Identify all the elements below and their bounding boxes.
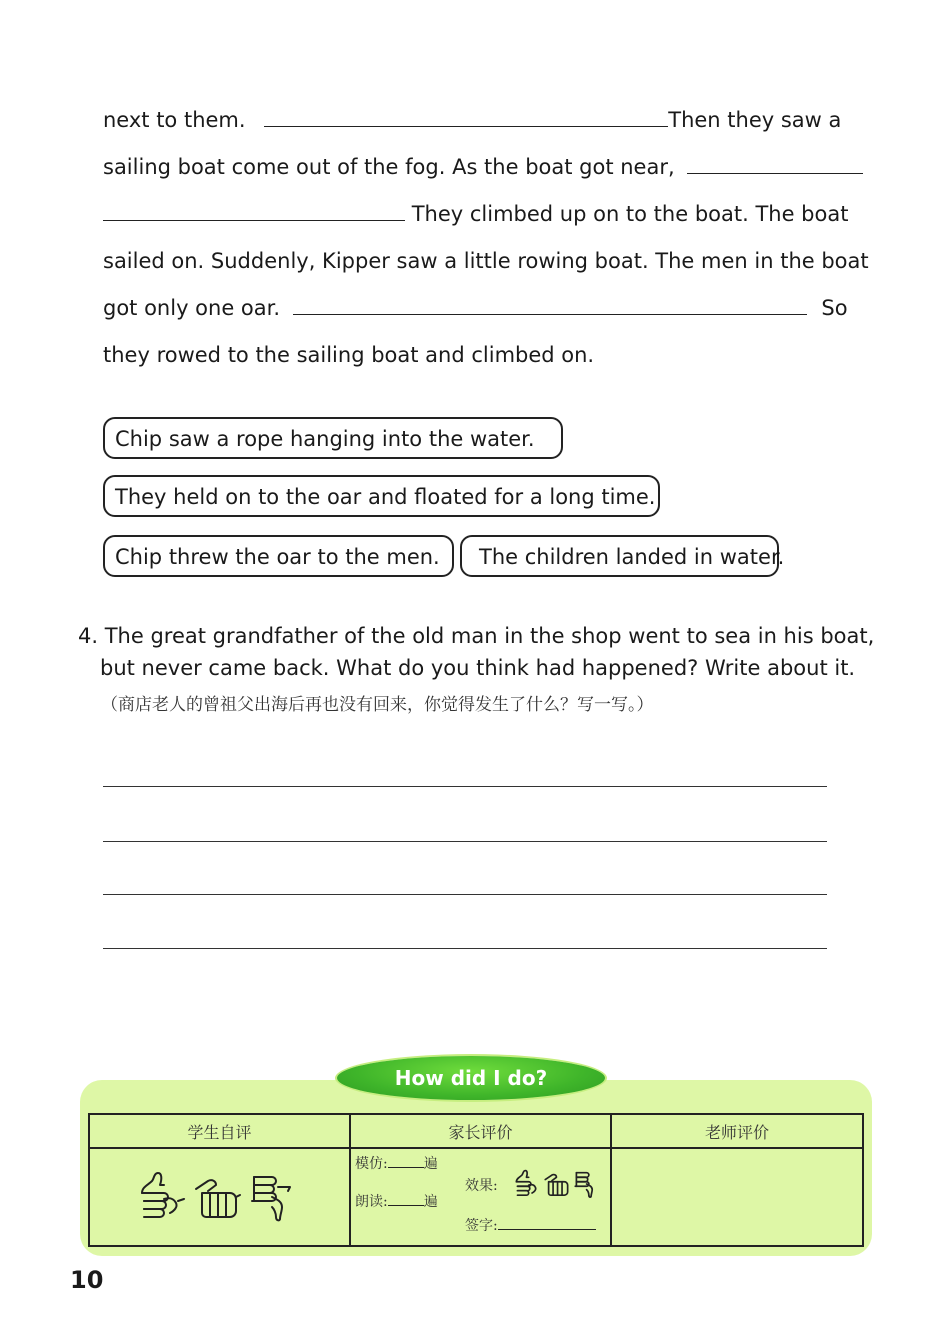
story-text: They climbed up on to the boat. The boat (411, 202, 849, 226)
times-unit: 遍 (423, 1194, 438, 1210)
teacher-eval-header: 老师评价 (611, 1114, 863, 1148)
story-text: next to them. (103, 108, 246, 132)
thumbs-down-icon[interactable] (248, 1171, 294, 1223)
story-text: got only one oar. (103, 296, 281, 320)
page-number: 10 (70, 1266, 104, 1294)
student-eval-header: 学生自评 (89, 1114, 350, 1148)
answer-blank[interactable] (687, 155, 863, 174)
times-unit: 遍 (423, 1156, 438, 1172)
read-label: 朗读: (355, 1194, 388, 1210)
story-line-2 (103, 155, 863, 179)
story-text: Then they saw a (668, 108, 842, 132)
writing-line[interactable] (103, 894, 827, 895)
read-count-blank[interactable] (388, 1193, 424, 1206)
question-4-chinese: （商店老人的曾祖父出海后再也没有回来，你觉得发生了什么？写一写。） (101, 695, 654, 715)
writing-line[interactable] (103, 841, 827, 842)
story-line-4 (103, 249, 869, 273)
imitate-label: 模仿: (355, 1156, 388, 1172)
neutral-hand-icon[interactable] (192, 1171, 242, 1223)
parent-rating-icons (513, 1169, 599, 1199)
effect-label: 效果: (465, 1178, 498, 1194)
imitate-row (355, 1153, 438, 1173)
option-box[interactable]: Chip threw the oar to the men. (103, 535, 454, 577)
story-line-3 (103, 202, 848, 226)
writing-line[interactable] (103, 786, 827, 787)
story-text: So (821, 296, 848, 320)
teacher-eval-cell[interactable] (611, 1148, 863, 1246)
parent-eval-header: 家长评价 (350, 1114, 611, 1148)
question-4-line-2: but never came back. What do you think had happened? Write about it. (100, 656, 856, 680)
story-line-1 (103, 108, 841, 132)
thumbs-up-icon[interactable] (136, 1171, 186, 1223)
story-text: they rowed to the sailing boat and climbed on. (103, 343, 595, 367)
sign-blank[interactable] (498, 1217, 596, 1230)
neutral-hand-icon[interactable] (543, 1169, 571, 1199)
option-box[interactable]: Chip saw a rope hanging into the water. (103, 417, 563, 459)
answer-blank[interactable] (103, 202, 405, 221)
rating-icons (136, 1171, 294, 1223)
writing-line[interactable] (103, 948, 827, 949)
option-box[interactable]: They held on to the oar and floated for a long time. (103, 475, 660, 517)
answer-blank[interactable] (293, 296, 807, 315)
thumbs-up-icon[interactable] (513, 1169, 541, 1199)
sign-label: 签字: (465, 1218, 498, 1234)
story-text: sailing boat come out of the fog. As the boat got near, (103, 155, 675, 179)
read-row (355, 1191, 438, 1211)
story-line-6 (103, 343, 594, 367)
question-4-line-1: 4. The great grandfather of the old man in the shop went to sea in his boat, (78, 624, 875, 648)
sign-row (465, 1215, 596, 1235)
story-text: sailed on. Suddenly, Kipper saw a little rowing boat. The men in the boat (103, 249, 869, 273)
parent-eval-cell (350, 1148, 611, 1246)
answer-blank[interactable] (264, 108, 668, 127)
story-line-5 (103, 296, 848, 320)
how-did-i-do-banner: How did I do? (337, 1056, 605, 1100)
imitate-count-blank[interactable] (388, 1155, 424, 1168)
evaluation-table (88, 1113, 864, 1247)
thumbs-down-icon[interactable] (573, 1169, 599, 1199)
student-eval-cell (89, 1148, 350, 1246)
option-box[interactable]: The children landed in water. (460, 535, 779, 577)
